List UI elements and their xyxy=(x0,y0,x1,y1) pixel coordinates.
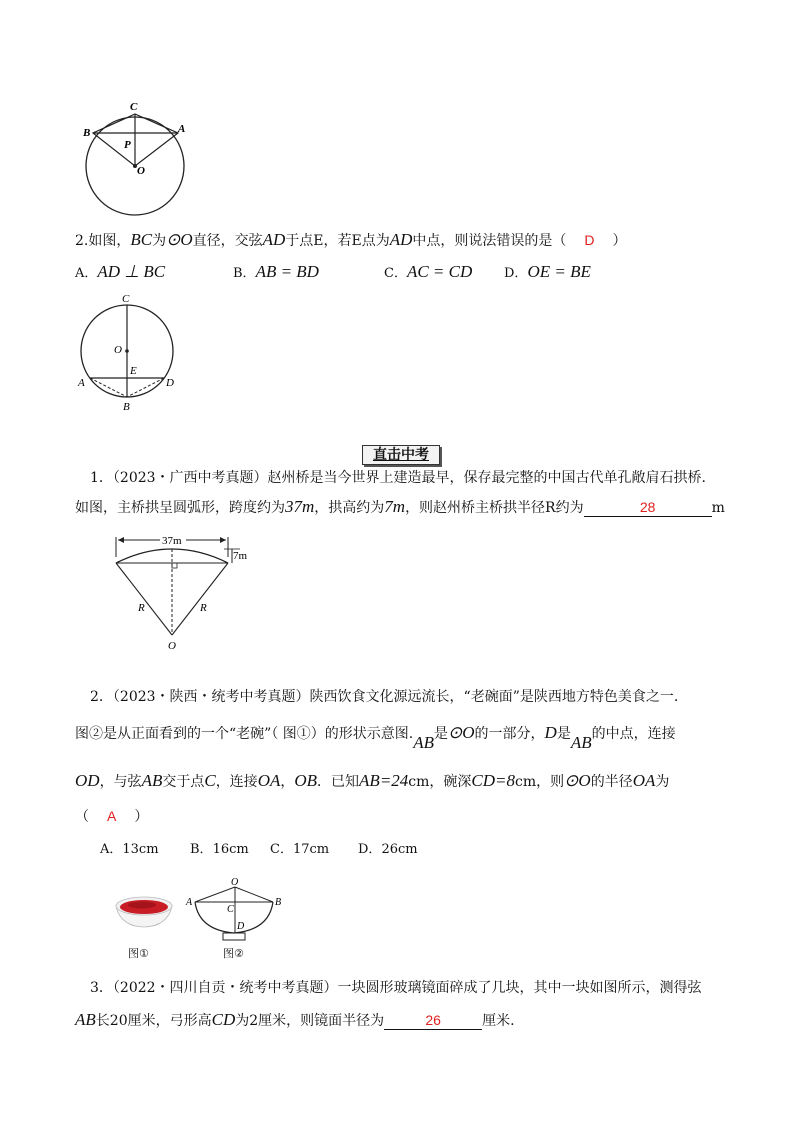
label-a: A xyxy=(78,377,85,389)
label-b: B xyxy=(275,897,282,908)
label-r-right: R xyxy=(200,602,207,614)
figure-bowl-diagram xyxy=(185,875,290,945)
label-o: O xyxy=(114,344,122,356)
z2-option-a: A．13cm xyxy=(100,842,159,857)
option-c: C．AC = CD xyxy=(384,262,473,281)
figure-circle-diameter xyxy=(72,290,187,415)
z3-line2: AB长20厘米，弓形高CD为2厘米，则镜面半径为 26 厘米. xyxy=(75,1010,515,1029)
label-a: A xyxy=(186,897,193,908)
option-b: B．AB = BD xyxy=(233,262,319,281)
answer-z1: 28 xyxy=(639,499,656,515)
label-o: O xyxy=(137,165,145,177)
z2-line3: OD，与弦AB交于点C，连接OA，OB．已知AB=24cm，碗深CD=8cm，则⊙O的半径OA为 xyxy=(75,771,670,790)
z2-line4: （ A ） xyxy=(75,808,149,825)
z2-option-b: B．16cm xyxy=(190,842,249,857)
label-height: 7m xyxy=(233,550,248,562)
label-c: C xyxy=(227,904,234,915)
label-r-left: R xyxy=(138,602,145,614)
answer-z3: 26 xyxy=(425,1012,441,1028)
label-a: A xyxy=(178,123,186,135)
z1-line2: 如图，主桥拱呈圆弧形，跨度约为37m，拱高约为7m，则赵州桥主桥拱半径R约为 28 m xyxy=(75,497,725,516)
answer-q2: D xyxy=(584,232,595,248)
caption-fig2: 图② xyxy=(223,947,244,960)
z3-line1: 3．（2022・四川自贡・统考中考真题）一块圆形玻璃镜面碎成了几块，其中一块如图所示，测得弦 xyxy=(90,980,702,996)
answer-z2: A xyxy=(107,808,117,824)
option-a: A．AD ⊥ BC xyxy=(75,262,166,281)
label-b: B xyxy=(123,401,130,413)
question-2-text: 2.如图，BC为⊙O直径，交弦AD于点E，若E点为AD中点，则说法错误的是（ D ） xyxy=(75,230,627,249)
figure-circle-kite xyxy=(78,98,198,218)
z2-line2: 图②是从正面看到的一个“老碗”（ 图①）的形状示意图.AB是⊙O的一部分，D是AB的中点，连接 xyxy=(75,723,676,752)
z1-line1: 1．（2023・广西中考真题）赵州桥是当今世界上建造最早，保存最完整的中国古代单孔敞肩石拱桥. xyxy=(90,470,706,486)
label-o: O xyxy=(231,877,239,888)
label-p: P xyxy=(124,139,131,151)
label-d: D xyxy=(166,377,174,389)
z2-option-d: D．26cm xyxy=(358,842,418,857)
label-span: 37m xyxy=(162,535,182,547)
caption-fig1: 图① xyxy=(128,947,149,960)
z2-option-c: C．17cm xyxy=(270,842,330,857)
z2-line1: 2．（2023・陕西・统考中考真题）陕西饮食文化源远流长，“老碗面”是陕西地方特色美食之一. xyxy=(90,689,679,705)
figure-bridge xyxy=(100,525,260,655)
label-e: E xyxy=(130,365,137,377)
label-d: D xyxy=(237,921,245,932)
label-c: C xyxy=(122,293,130,305)
label-c: C xyxy=(130,101,138,113)
section-title: 直击中考 xyxy=(362,445,440,465)
figure-bowl-photo xyxy=(110,890,180,940)
option-d: D．OE = BE xyxy=(504,262,591,281)
label-o: O xyxy=(168,640,176,652)
label-b: B xyxy=(83,127,91,139)
